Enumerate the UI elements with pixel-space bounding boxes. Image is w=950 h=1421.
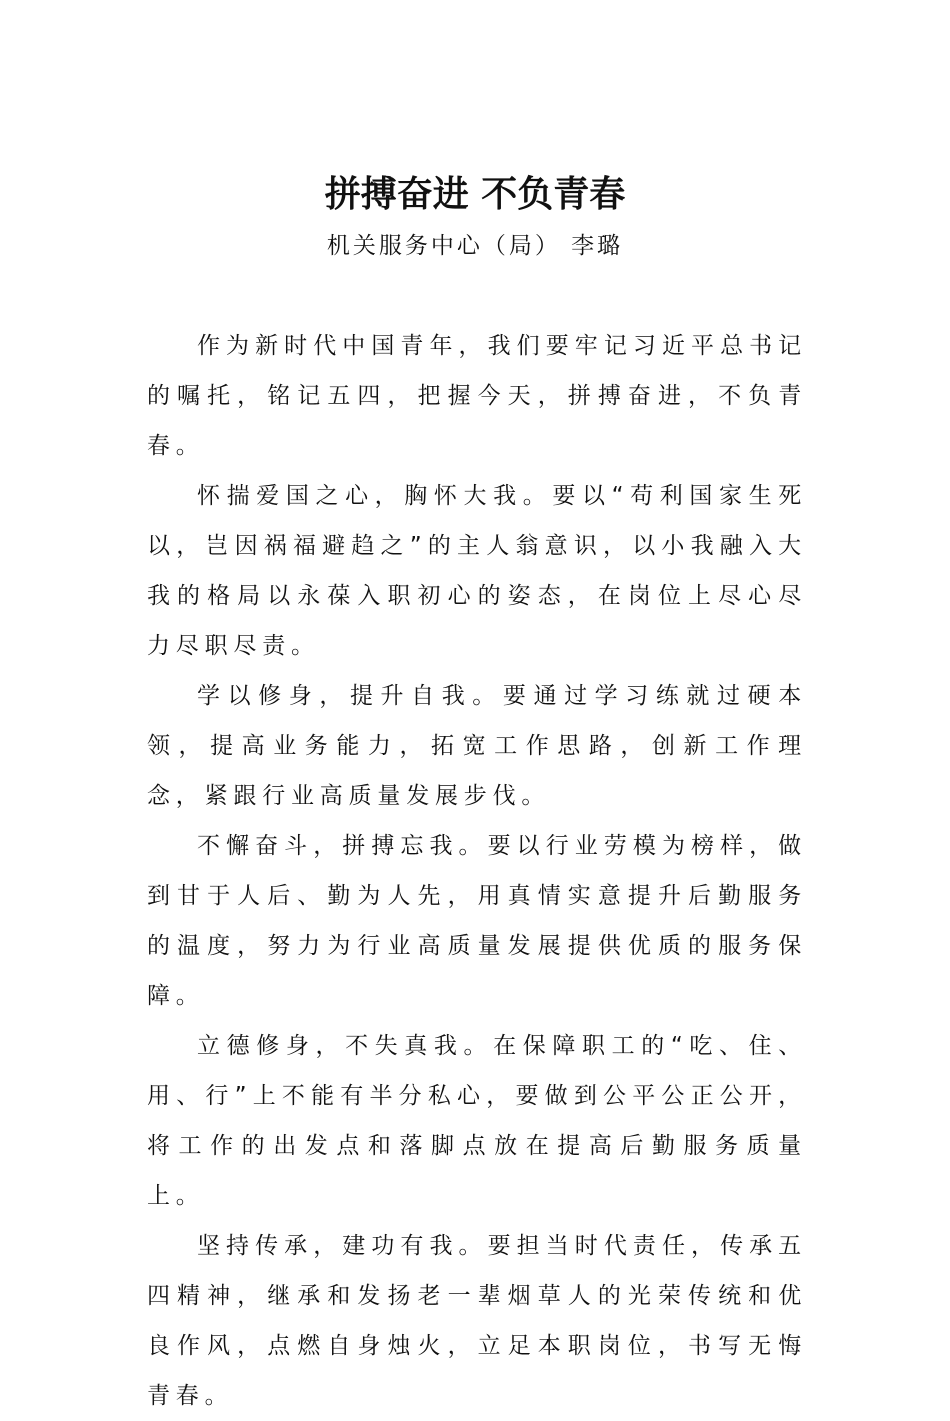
document-title: 拼搏奋进 不负青春 [324,173,626,215]
author-byline: 机关服务中心（局） 李璐 [326,233,624,259]
paragraph: 作为新时代中国青年，我们要牢记习近平总书记的嘱托，铭记五四，把握今天，拼搏奋进，不负青春。 [147,333,807,459]
paragraph: 怀揣爱国之心，胸怀大我。要以“苟利国家生死以，岂因祸福避趋之”的主人翁意识，以小我融入大我的格局以永葆入职初心的姿态，在岗位上尽心尽力尽职尽责。 [147,483,807,659]
paragraph: 坚持传承，建功有我。要担当时代责任，传承五四精神，继承和发扬老一辈烟草人的光荣传统和优良作风，点燃自身烛火，立足本职岗位，书写无悔青春。 [147,1233,807,1409]
paragraph: 立德修身，不失真我。在保障职工的“吃、住、用、行”上不能有半分私心，要做到公平公正公开，将工作的出发点和落脚点放在提高后勤服务质量上。 [147,1033,807,1209]
paragraph: 不懈奋斗，拼搏忘我。要以行业劳模为榜样，做到甘于人后、勤为人先，用真情实意提升后勤服务的温度，努力为行业高质量发展提供优质的服务保障。 [147,833,807,1009]
document-body [147,321,807,1421]
paragraph: 学以修身，提升自我。要通过学习练就过硬本领，提高业务能力，拓宽工作思路，创新工作理念，紧跟行业高质量发展步伐。 [147,683,807,809]
